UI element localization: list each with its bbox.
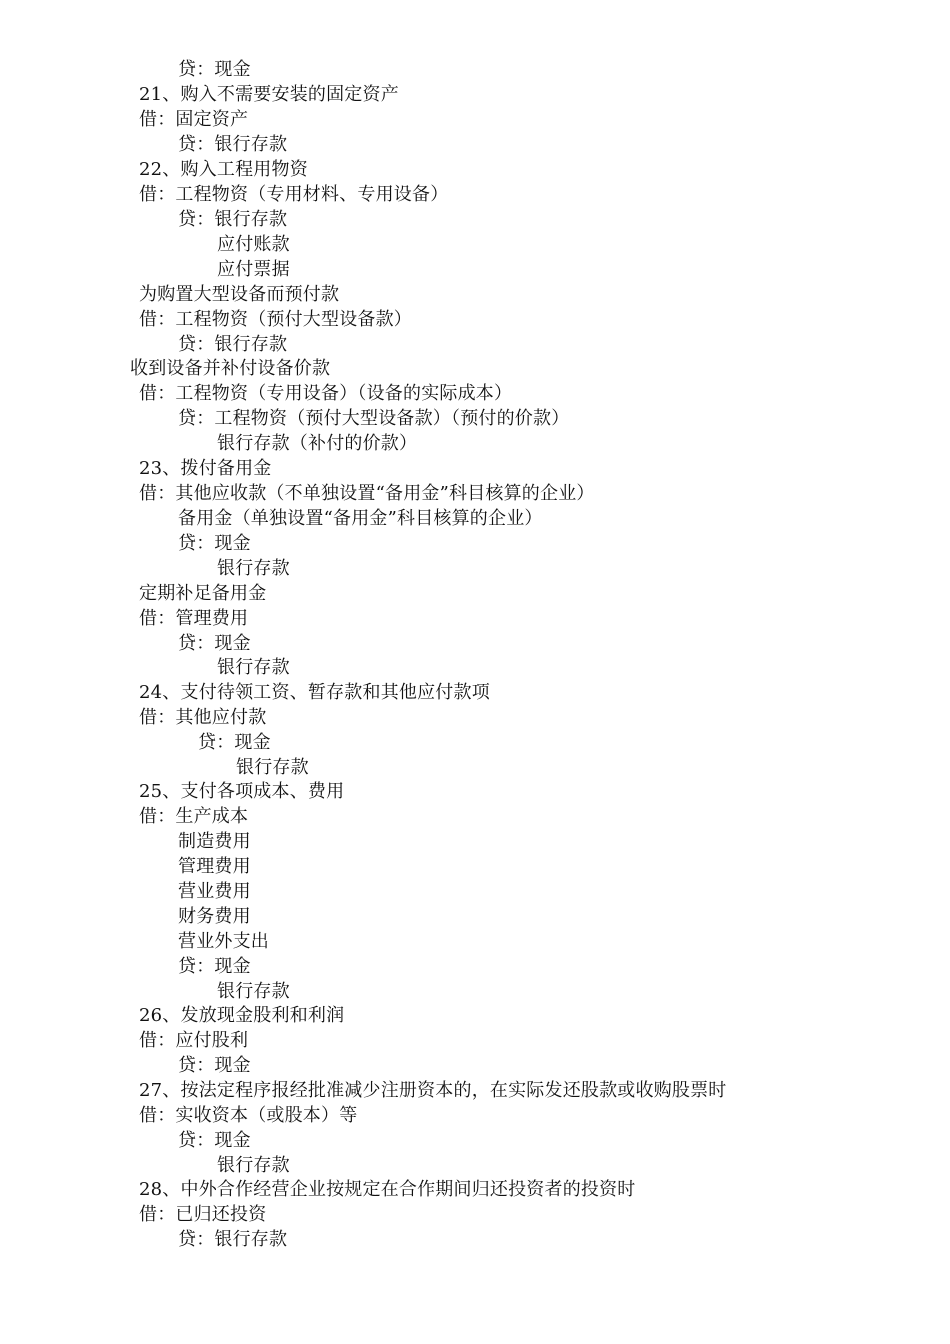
section-heading-27: 27、按法定程序报经批准减少注册资本的，在实际发还股款或收购股票时 bbox=[139, 1080, 727, 1101]
section-heading-21: 21、购入不需要安装的固定资产 bbox=[139, 84, 399, 105]
sub-heading: 定期补足备用金 bbox=[139, 583, 267, 604]
debit-line: 借：其他应收款（不单独设置“备用金”科目核算的企业） bbox=[139, 483, 595, 504]
credit-line: 贷：银行存款 bbox=[178, 134, 288, 155]
sub-heading: 收到设备并补付设备价款 bbox=[130, 358, 331, 379]
debit-line: 借：其他应付款 bbox=[139, 707, 267, 728]
debit-line: 借：管理费用 bbox=[139, 608, 249, 629]
debit-line: 借：工程物资（专用材料、专用设备） bbox=[139, 184, 449, 205]
credit-line: 贷：现金 bbox=[178, 1055, 251, 1076]
text-line: 营业外支出 bbox=[178, 931, 269, 952]
section-heading-22: 22、购入工程用物资 bbox=[139, 159, 308, 180]
debit-line: 借：工程物资（专用设备）（设备的实际成本） bbox=[139, 383, 513, 404]
credit-line: 贷：银行存款 bbox=[178, 1229, 288, 1250]
text-line: 制造费用 bbox=[178, 831, 251, 852]
credit-line: 贷：现金 bbox=[198, 732, 271, 753]
debit-line: 借：工程物资（预付大型设备款） bbox=[139, 309, 412, 330]
sub-heading: 为购置大型设备而预付款 bbox=[139, 284, 340, 305]
text-line: 备用金（单独设置“备用金”科目核算的企业） bbox=[178, 508, 543, 529]
text-line: 管理费用 bbox=[178, 856, 251, 877]
section-heading-28: 28、中外合作经营企业按规定在合作期间归还投资者的投资时 bbox=[139, 1179, 636, 1200]
debit-line: 借：实收资本（或股本）等 bbox=[139, 1105, 358, 1126]
text-line: 财务费用 bbox=[178, 906, 251, 927]
text-line: 银行存款（补付的价款） bbox=[217, 433, 418, 454]
text-line: 营业费用 bbox=[178, 881, 251, 902]
text-line: 应付账款 bbox=[217, 234, 290, 255]
debit-line: 借：生产成本 bbox=[139, 806, 249, 827]
credit-line: 贷：工程物资（预付大型设备款）（预付的价款） bbox=[178, 408, 570, 429]
text-line: 银行存款 bbox=[236, 757, 309, 778]
debit-line: 借：固定资产 bbox=[139, 109, 249, 130]
credit-line: 贷：现金 bbox=[178, 533, 251, 554]
debit-line: 借：应付股利 bbox=[139, 1030, 249, 1051]
text-line: 银行存款 bbox=[217, 558, 290, 579]
text-line: 银行存款 bbox=[217, 1155, 290, 1176]
credit-line: 贷：现金 bbox=[178, 633, 251, 654]
credit-line: 贷：现金 bbox=[178, 1130, 251, 1151]
credit-line: 贷：现金 bbox=[178, 956, 251, 977]
credit-line: 贷：银行存款 bbox=[178, 209, 288, 230]
text-line: 应付票据 bbox=[217, 259, 290, 280]
section-heading-23: 23、拨付备用金 bbox=[139, 458, 272, 479]
section-heading-26: 26、发放现金股利和利润 bbox=[139, 1005, 345, 1026]
text-line: 贷：现金 bbox=[178, 59, 251, 80]
section-heading-24: 24、支付待领工资、暂存款和其他应付款项 bbox=[139, 682, 490, 703]
text-line: 银行存款 bbox=[217, 657, 290, 678]
section-heading-25: 25、支付各项成本、费用 bbox=[139, 781, 345, 802]
credit-line: 贷：银行存款 bbox=[178, 334, 288, 355]
debit-line: 借：已归还投资 bbox=[139, 1204, 267, 1225]
text-line: 银行存款 bbox=[217, 981, 290, 1002]
